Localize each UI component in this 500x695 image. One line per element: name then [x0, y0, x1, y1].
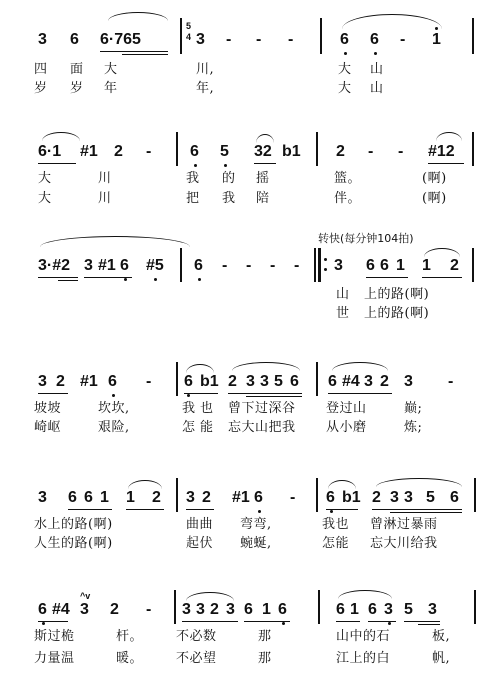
- note: 6: [70, 31, 79, 48]
- note: b1: [342, 489, 361, 506]
- underline: [244, 621, 290, 622]
- note: -: [256, 31, 262, 48]
- note: 2: [202, 489, 211, 506]
- lyric: 崎岖: [34, 420, 62, 435]
- note: 3: [404, 489, 413, 506]
- barline: [474, 478, 476, 512]
- slur: [186, 592, 234, 601]
- lyric: 也: [200, 401, 214, 416]
- note: 3: [80, 601, 89, 618]
- note: 3: [186, 489, 195, 506]
- note: 1: [100, 489, 109, 506]
- note: 2: [372, 489, 381, 506]
- lyric: 不必数: [176, 629, 217, 644]
- underline: [100, 51, 168, 52]
- octave-dot: [224, 164, 227, 167]
- note: 2: [228, 373, 237, 390]
- note: 3: [84, 257, 93, 274]
- lyric: 大: [38, 191, 52, 206]
- lyric: 大: [38, 171, 52, 186]
- underline: [38, 277, 78, 278]
- note: 6: [336, 601, 345, 618]
- note: 6: [340, 31, 349, 48]
- note: 6: [190, 143, 199, 160]
- lyric: 怎: [182, 420, 196, 435]
- note: -: [448, 373, 454, 390]
- slur: [328, 480, 356, 489]
- note: b1: [282, 143, 301, 160]
- slur: [40, 236, 190, 247]
- note: 3: [196, 31, 205, 48]
- note: 6·765: [100, 31, 141, 48]
- note: #1: [98, 257, 116, 274]
- underline: [38, 621, 68, 622]
- note: 3: [196, 601, 205, 618]
- octave-dot: [187, 394, 190, 397]
- lyric: 大: [338, 62, 352, 77]
- note: -: [288, 31, 294, 48]
- underline: [68, 509, 112, 510]
- note: b1: [200, 373, 219, 390]
- octave-dot: [374, 52, 377, 55]
- lyric: 的: [222, 171, 236, 186]
- lyric: 人生的路(啊): [34, 536, 113, 551]
- slur: [42, 132, 80, 141]
- barline: [316, 478, 318, 512]
- lyric: 艰险,: [98, 420, 130, 435]
- note: 6: [84, 489, 93, 506]
- note: 6: [244, 601, 253, 618]
- lyric: 摇: [256, 171, 270, 186]
- lyric: 不必望: [176, 651, 217, 666]
- lyric: 斯过桅: [34, 629, 75, 644]
- underline: [366, 277, 408, 278]
- note: -: [146, 601, 152, 618]
- note: 3: [428, 601, 437, 618]
- underline: [182, 621, 238, 622]
- lyric: 弯弯,: [240, 517, 272, 532]
- note: 2: [210, 601, 219, 618]
- note: 6: [120, 257, 129, 274]
- note: 2: [380, 373, 389, 390]
- lyric: 上的路(啊): [364, 306, 430, 321]
- note: 3·#2: [38, 257, 71, 274]
- note: 6: [380, 257, 389, 274]
- note: 2: [56, 373, 65, 390]
- lyric: 伴。: [334, 191, 362, 206]
- lyric: 上的路(啊): [364, 287, 430, 302]
- underline: [126, 509, 164, 510]
- slur: [256, 134, 274, 143]
- octave-dot: [42, 622, 45, 625]
- underline: [184, 393, 218, 394]
- note: 5: [426, 489, 435, 506]
- note: 6: [328, 373, 337, 390]
- repeat-dot: [324, 258, 327, 261]
- underline: [38, 393, 68, 394]
- note: 3: [226, 601, 235, 618]
- barline: [174, 590, 176, 624]
- underline: [326, 509, 358, 510]
- underline: [418, 624, 440, 625]
- note: 3: [260, 373, 269, 390]
- note: 6: [370, 31, 379, 48]
- note: 1: [262, 601, 271, 618]
- note: -: [398, 143, 404, 160]
- note: 6: [278, 601, 287, 618]
- tie: [342, 14, 442, 29]
- barline: [176, 132, 178, 166]
- note: 6: [368, 601, 377, 618]
- lyric: 水上的路(啊): [34, 517, 113, 532]
- octave-dot: [258, 510, 261, 513]
- slur: [376, 478, 462, 487]
- note: 6: [68, 489, 77, 506]
- lyric: 坡坡: [34, 401, 62, 416]
- note: 6: [254, 489, 263, 506]
- time-sig-bottom: 4: [186, 32, 192, 42]
- octave-dot: [388, 622, 391, 625]
- underline: [372, 509, 462, 510]
- barline: [176, 478, 178, 512]
- lyric: 巅;: [404, 401, 423, 416]
- note: #12: [428, 143, 455, 160]
- lyric: 川,: [196, 62, 215, 77]
- barline: [316, 362, 318, 396]
- note: -: [222, 257, 228, 274]
- note: #1: [80, 373, 98, 390]
- lyric: 大: [104, 62, 118, 77]
- lyric: 炼;: [404, 420, 423, 435]
- lyric: 篮。: [334, 171, 362, 186]
- underline: [254, 163, 276, 164]
- note: 1: [422, 257, 431, 274]
- note: 2: [450, 257, 459, 274]
- lyric: 我: [186, 171, 200, 186]
- lyric: 我: [222, 191, 236, 206]
- lyric: 忘大山把我: [228, 420, 296, 435]
- note: 6: [38, 601, 47, 618]
- note: #1: [80, 143, 98, 160]
- note: 32: [254, 143, 272, 160]
- note: 2: [114, 143, 123, 160]
- note: 6·1: [38, 143, 62, 160]
- barline: [320, 18, 322, 54]
- lyric: 山: [370, 81, 384, 96]
- note: 6: [194, 257, 203, 274]
- lyric: 能: [200, 420, 214, 435]
- lyric: 起伏: [186, 536, 214, 551]
- note: 3: [38, 489, 47, 506]
- repeat-dot: [324, 268, 327, 271]
- note: 3: [384, 601, 393, 618]
- note: 2: [110, 601, 119, 618]
- grace-mark: ^v: [80, 591, 91, 601]
- lyric: 山中的石: [336, 629, 391, 644]
- octave-dot: [112, 394, 115, 397]
- octave-dot: [344, 52, 347, 55]
- note: -: [270, 257, 276, 274]
- underline: [228, 393, 302, 394]
- note: 6: [450, 489, 459, 506]
- note: 6: [366, 257, 375, 274]
- note: 5: [404, 601, 413, 618]
- lyric: (啊): [422, 191, 447, 206]
- lyric: 暖。: [116, 651, 144, 666]
- lyric: 力量温: [34, 651, 75, 666]
- lyric: 忘大川给我: [370, 536, 438, 551]
- barline: [180, 248, 182, 282]
- lyric: 从小磨: [326, 420, 367, 435]
- note: 3: [334, 257, 343, 274]
- lyric: 曾下过深谷: [228, 401, 296, 416]
- slur: [186, 364, 214, 373]
- note: 2: [336, 143, 345, 160]
- time-sig-top: 5: [186, 21, 192, 31]
- octave-dot: [154, 278, 157, 281]
- barline: [180, 18, 182, 54]
- underline: [84, 277, 132, 278]
- lyric: 山: [336, 287, 350, 302]
- barline: [474, 590, 476, 624]
- lyric: 杆。: [116, 629, 144, 644]
- note: 3: [246, 373, 255, 390]
- lyric: 蜿蜒,: [240, 536, 272, 551]
- lyric: 把: [186, 191, 200, 206]
- note: 5: [220, 143, 229, 160]
- note: 1: [432, 31, 441, 48]
- note: 6: [108, 373, 117, 390]
- lyric: 帆,: [432, 651, 451, 666]
- note: 1: [396, 257, 405, 274]
- note: 2: [152, 489, 161, 506]
- lyric: 板,: [432, 629, 451, 644]
- note: 3: [364, 373, 373, 390]
- lyric: 怎能: [322, 536, 350, 551]
- note: -: [294, 257, 300, 274]
- note: -: [146, 143, 152, 160]
- lyric: 岁: [34, 81, 48, 96]
- lyric: 山: [370, 62, 384, 77]
- underline: [428, 163, 464, 164]
- note: -: [226, 31, 232, 48]
- note: -: [290, 489, 296, 506]
- underline: [368, 621, 396, 622]
- lyric: 四: [34, 62, 48, 77]
- note: #4: [52, 601, 70, 618]
- double-barline: [314, 248, 316, 282]
- lyric: 陪: [256, 191, 270, 206]
- octave-dot: [194, 164, 197, 167]
- note: 6: [290, 373, 299, 390]
- note: 3: [390, 489, 399, 506]
- barline: [316, 132, 318, 166]
- octave-dot: [124, 278, 127, 281]
- note: -: [368, 143, 374, 160]
- lyric: 那: [258, 629, 272, 644]
- note: -: [146, 373, 152, 390]
- barline: [318, 590, 320, 624]
- note: 6: [184, 373, 193, 390]
- note: 3: [38, 373, 47, 390]
- lyric: 川: [98, 191, 112, 206]
- note: #1: [232, 489, 250, 506]
- slur: [332, 362, 388, 371]
- lyric: 川: [98, 171, 112, 186]
- underline: [336, 621, 360, 622]
- lyric: 年: [104, 81, 118, 96]
- barline: [176, 362, 178, 396]
- note: 6: [326, 489, 335, 506]
- underline: [422, 277, 462, 278]
- lyric: 曾淋过暴雨: [370, 517, 438, 532]
- barline: [472, 132, 474, 166]
- octave-dot: [282, 622, 285, 625]
- lyric: 世: [336, 306, 350, 321]
- underline: [246, 396, 302, 397]
- underline: [122, 54, 168, 55]
- lyric: (啊): [422, 171, 447, 186]
- underline: [328, 393, 392, 394]
- lyric: 坎坎,: [98, 401, 130, 416]
- underline: [38, 163, 76, 164]
- note: 5: [274, 373, 283, 390]
- lyric: 岁: [70, 81, 84, 96]
- underline: [390, 512, 462, 513]
- note: 3: [182, 601, 191, 618]
- note: -: [246, 257, 252, 274]
- note: #5: [146, 257, 164, 274]
- note: 1: [350, 601, 359, 618]
- lyric: 江上的白: [336, 651, 391, 666]
- lyric: 面: [70, 62, 84, 77]
- lyric: 我: [182, 401, 196, 416]
- underline: [58, 280, 78, 281]
- lyric: 年,: [196, 81, 215, 96]
- slur: [436, 132, 462, 141]
- lyric: 登过山: [326, 401, 367, 416]
- slur: [338, 590, 392, 599]
- octave-dot: [198, 278, 201, 281]
- lyric: 大: [338, 81, 352, 96]
- lyric: 曲曲: [186, 517, 214, 532]
- tempo-marking: 转快(每分钟104拍): [318, 232, 414, 245]
- slur: [424, 248, 460, 257]
- note: 3: [38, 31, 47, 48]
- underline: [186, 509, 214, 510]
- lyric: 那: [258, 651, 272, 666]
- barline: [472, 248, 474, 282]
- slur: [232, 362, 300, 371]
- note: 3: [404, 373, 413, 390]
- lyric: 我也: [322, 517, 350, 532]
- note: #4: [342, 373, 360, 390]
- slur: [128, 480, 162, 489]
- note: -: [400, 31, 406, 48]
- underline: [404, 621, 440, 622]
- barline: [472, 18, 474, 54]
- double-barline-thick: [318, 248, 321, 282]
- slur: [108, 12, 168, 21]
- note: 1: [126, 489, 135, 506]
- octave-dot: [330, 510, 333, 513]
